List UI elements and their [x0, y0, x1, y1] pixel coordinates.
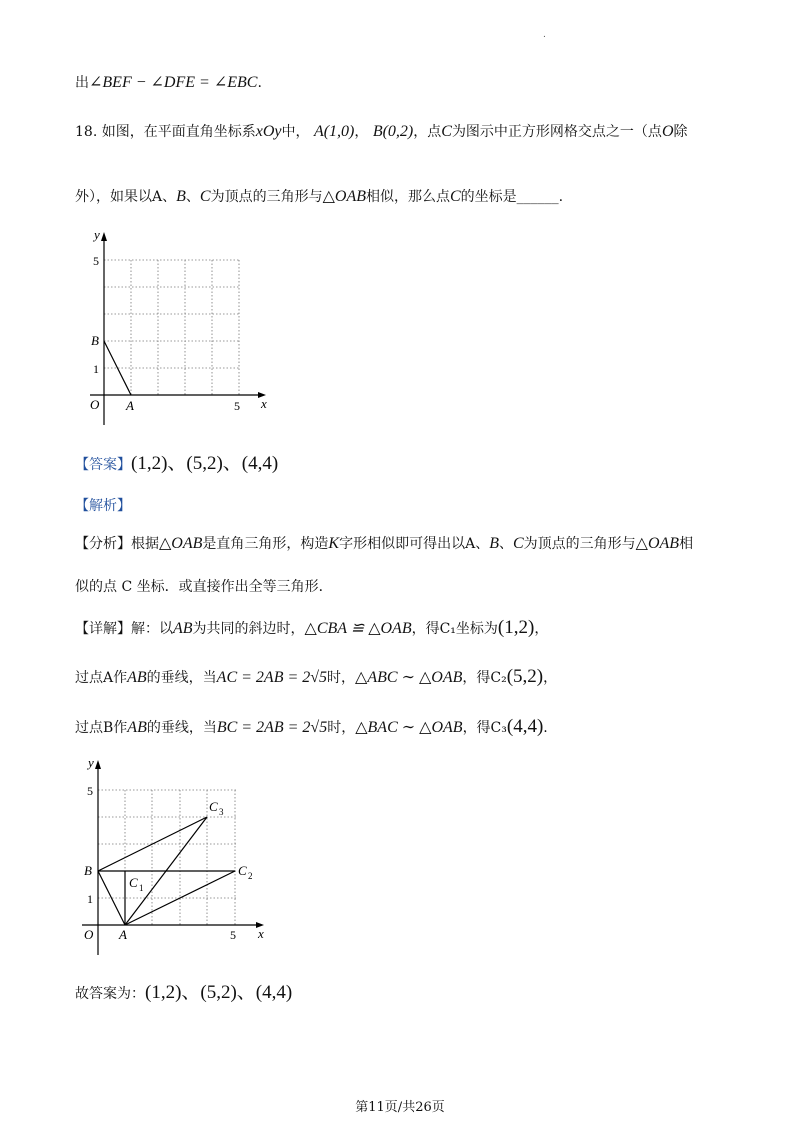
tick-x5: 5: [230, 928, 236, 942]
angle-formula: ∠BEF − ∠DFE = ∠EBC: [89, 74, 258, 91]
detail-line2: 过点A作AB的垂线，当AC = 2AB = 2√5时，△ABC ∼ △OAB，得C₂(5,2)，: [75, 666, 558, 687]
top-mark: .: [543, 30, 546, 40]
detail-line3: 过点B作AB的垂线，当BC = 2AB = 2√5时，△BAC ∼ △OAB，得C₃(4,4).: [75, 716, 548, 737]
tick-y5: 5: [87, 784, 93, 798]
conclusion-value: (1,2)、(5,2)、(4,4): [145, 982, 293, 1003]
label-o: O: [90, 397, 100, 412]
y-axis-label: y: [94, 227, 100, 242]
fenxi-tag: 【分析】: [75, 536, 131, 552]
tick-x5: 5: [234, 399, 240, 413]
line-prev-conclusion: 出∠BEF − ∠DFE = ∠EBC.: [75, 74, 262, 91]
segment-b-c3: [98, 817, 207, 871]
label-b: B: [84, 863, 92, 878]
label-c1: C: [129, 875, 138, 890]
label-c2: C: [238, 863, 247, 878]
point-b: B(0,2): [372, 123, 414, 140]
detail-line1: 【详解】解：以AB为共同的斜边时，△CBA ≌ △OAB，得C₁坐标为(1,2)，: [75, 617, 549, 638]
tick-y5: 5: [93, 254, 99, 268]
fenxi-line1: 【分析】根据△OAB是直角三角形，构造K字形相似即可得出以A、B、C为顶点的三角形与△OAB相: [75, 535, 694, 552]
detail-tag: 【详解】: [75, 621, 131, 637]
answer-line: [75, 453, 278, 476]
page-footer: 第11页/共26页: [355, 1100, 445, 1115]
label-c2-sub: 2: [248, 871, 253, 881]
label-c3: C: [209, 799, 218, 814]
tick-y1: 1: [93, 362, 99, 376]
label-b: B: [91, 333, 99, 348]
question-18-line2: 外），如果以A、B、C为顶点的三角形与△OAB相似，那么点C的坐标是______.: [75, 188, 564, 205]
x-axis-label: x: [261, 396, 267, 411]
point-a: A(1,0): [313, 123, 355, 140]
figure-grid-solution: [70, 755, 280, 960]
tick-y1: 1: [87, 892, 93, 906]
conclusion-line: 故答案为：(1,2)、(5,2)、(4,4): [75, 982, 293, 1003]
label-c3-sub: 3: [219, 807, 224, 817]
question-18-line1: 18. 如图，在平面直角坐标系xOy中， A(1,0)， B(0,2)，点C为图示中正方形网格交点之一（点O除: [75, 123, 688, 140]
question-number: 18.: [75, 124, 98, 140]
y-axis-label: y: [88, 755, 94, 770]
answer-tag: 【答案】: [75, 457, 131, 473]
figure-grid-question: [80, 225, 280, 430]
label-c1-sub: 1: [139, 883, 144, 893]
fenxi-line2: 似的点 C 坐标．或直接作出全等三角形．: [75, 579, 333, 595]
label-a: A: [126, 398, 134, 413]
label-o: O: [84, 927, 94, 942]
label-a: A: [119, 927, 127, 942]
analysis-header: 【解析】: [75, 498, 131, 514]
answer-value: (1,2)、(5,2)、(4,4): [131, 453, 279, 474]
x-axis-label: x: [258, 926, 264, 941]
